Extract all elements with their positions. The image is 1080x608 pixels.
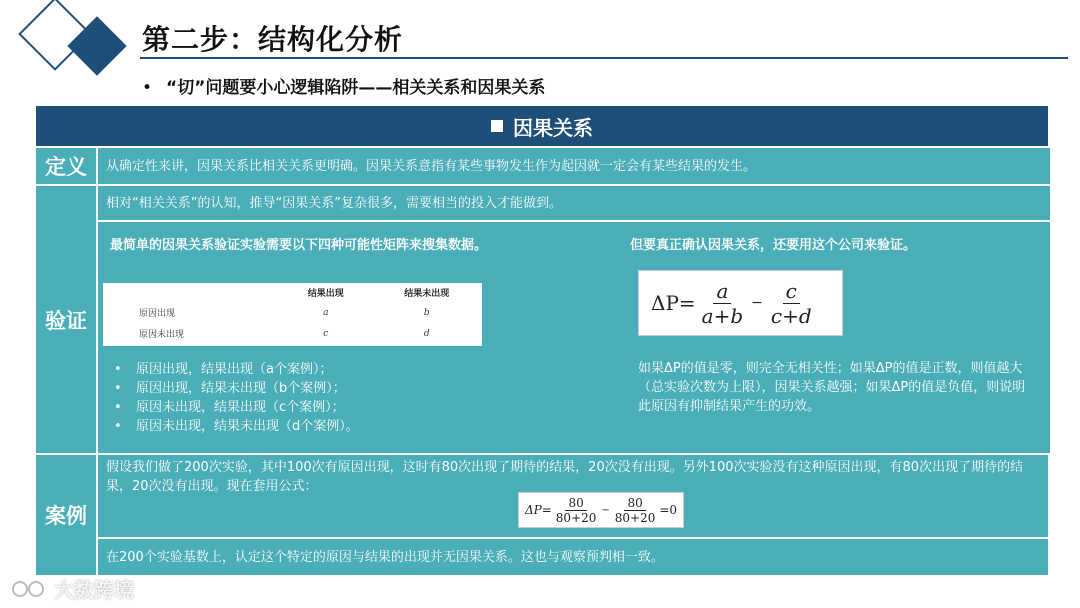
formula-numerator: c — [783, 279, 800, 304]
list-item: • 原因出现，结果出现（a个案例）； — [108, 360, 528, 379]
matrix-cell: c — [323, 328, 329, 339]
formula-lhs: ΔP= — [525, 503, 552, 517]
section-header-label: 因果关系 — [513, 115, 593, 140]
title-divider — [140, 57, 1068, 59]
formula-numerator: a — [713, 279, 731, 304]
formula-numerator: 80 — [565, 496, 586, 511]
possibility-matrix — [103, 283, 482, 346]
matrix-col-header: 结果出现 — [307, 289, 344, 299]
case-text: 假设我们做了200次实验，其中100次有原因出现，这时有80次出现了期待的结果，20次没有出现。另外100次实验没有这种原因出现，有80次出现了期待的结果，20次没有出现。现在套用公式： — [106, 460, 1024, 494]
subtitle-text: “切”问题要小心逻辑陷阱——相关关系和因果关系 — [166, 78, 546, 98]
verification-label-cell — [36, 186, 96, 453]
square-icon — [491, 120, 503, 132]
case-conclusion-cell — [98, 539, 1048, 575]
formula-operator: − — [601, 504, 610, 516]
matrix-col-header: 结果未出现 — [404, 289, 450, 299]
watermark-logo-icon — [10, 578, 50, 600]
formula-fraction-1 — [702, 279, 743, 328]
case-conclusion: 在200个实验基数上，认定这个特定的原因与结果的出现并无因果关系。这也与观察预判相一致。 — [106, 549, 664, 565]
page-subtitle — [142, 73, 545, 98]
delta-p-formula — [638, 270, 843, 336]
case-label-cell — [36, 455, 96, 575]
page-title: 第二步：结构化分析 — [142, 23, 404, 56]
formula-denominator: 80+20 — [614, 510, 656, 525]
watermark-text: 大数跨境 — [54, 578, 134, 602]
definition-text: 从确定性来讲，因果关系比相关关系更明确。因果关系意指有某些事物发生作为起因就一定会有某些结果的发生。 — [106, 158, 757, 174]
formula-heading: 但要真正确认因果关系，还要用这个公司来验证。 — [630, 238, 917, 253]
formula-denominator: 80+20 — [555, 510, 597, 525]
definition-label-cell — [36, 148, 96, 184]
section-header — [36, 106, 1048, 146]
definition-label: 定义 — [45, 155, 87, 179]
list-item: • 原因未出现，结果出现（c个案例）； — [108, 398, 528, 417]
watermark — [10, 574, 134, 603]
matrix-col-header — [103, 283, 280, 302]
verification-label: 验证 — [45, 308, 87, 333]
list-item: • 原因出现，结果未出现（b个案例）； — [108, 379, 528, 398]
matrix-cell: a — [323, 307, 329, 318]
verification-intro: 相对“相关关系”的认知，推导“因果关系”复杂很多，需要相当的投入才能做到。 — [106, 195, 562, 211]
case-formula — [518, 492, 684, 528]
formula-fraction-2 — [615, 496, 656, 525]
delta-p-explanation: 如果ΔP的值是零，则完全无相关性；如果ΔP的值是正数，则值越大（总实验次数为上限），因果关系越强；如果ΔP的值是负值，则说明此原因有抑制结果产生的功效。 — [638, 361, 1026, 414]
formula-operator: − — [751, 295, 763, 311]
formula-denominator: c+d — [770, 303, 812, 328]
possibility-list — [108, 360, 528, 436]
formula-denominator: a+b — [701, 303, 744, 328]
matrix-cell: b — [423, 307, 430, 318]
formula-result: =0 — [659, 503, 678, 517]
case-label: 案例 — [45, 504, 87, 528]
subtitle-bullet: • — [142, 78, 153, 98]
formula-lhs: ΔP= — [651, 291, 696, 315]
list-item: • 原因未出现，结果未出现（d个案例）。 — [108, 417, 528, 436]
formula-fraction-2 — [771, 279, 812, 328]
formula-fraction-1 — [556, 496, 597, 525]
definition-text-cell — [98, 148, 1050, 184]
matrix-cell: d — [423, 328, 430, 339]
verification-intro-cell — [98, 186, 1050, 220]
matrix-row-header: 原因未出现 — [139, 330, 185, 340]
matrix-row-header: 原因出现 — [139, 309, 176, 319]
formula-numerator: 80 — [624, 496, 645, 511]
matrix-heading: 最简单的因果关系验证实验需要以下四种可能性矩阵来搜集数据。 — [110, 238, 488, 253]
